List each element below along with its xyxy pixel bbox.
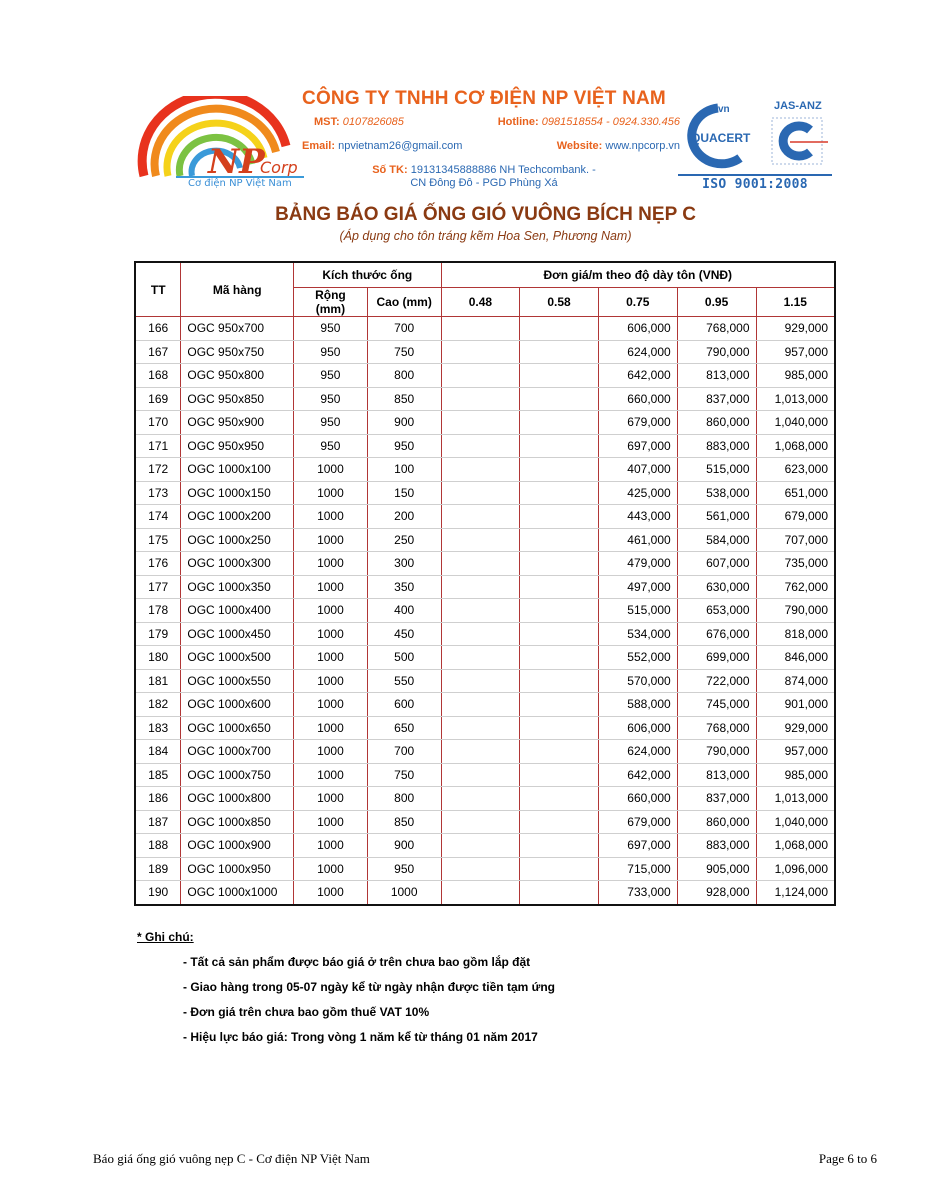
- cell-price-048: [441, 834, 520, 858]
- table-row: [135, 740, 835, 764]
- cell-price-048: [441, 387, 520, 411]
- note-item: - Hiệu lực báo giá: Trong vòng 1 năm kể từ tháng 01 năm 2017: [183, 1030, 538, 1044]
- cell-price-095: 837,000: [677, 787, 756, 811]
- cell-rong: 1000: [294, 740, 368, 764]
- price-table: [134, 261, 836, 906]
- cell-rong: 1000: [294, 481, 368, 505]
- cell-price-095: 768,000: [677, 716, 756, 740]
- cell-price-048: [441, 740, 520, 764]
- cell-price-075: 515,000: [598, 599, 677, 623]
- cell-price-075: 697,000: [598, 834, 677, 858]
- cell-price-075: 588,000: [598, 693, 677, 717]
- cell-rong: 1000: [294, 810, 368, 834]
- table-row: [135, 552, 835, 576]
- cell-tt: 179: [135, 622, 181, 646]
- col-header-don-gia: Đơn giá/m theo độ dày tôn (VNĐ): [441, 262, 835, 288]
- table-body: [135, 317, 835, 905]
- cell-ma-hang: OGC 1000x750: [181, 763, 294, 787]
- cell-price-115: 623,000: [756, 458, 835, 482]
- table-row: [135, 505, 835, 529]
- cell-price-115: 1,040,000: [756, 411, 835, 435]
- cell-price-048: [441, 622, 520, 646]
- cell-price-095: 722,000: [677, 669, 756, 693]
- document-title: BẢNG BÁO GIÁ ỐNG GIÓ VUÔNG BÍCH NẸP C: [275, 204, 696, 225]
- cell-price-115: 818,000: [756, 622, 835, 646]
- letterhead-banner: [134, 84, 834, 196]
- table-row: [135, 857, 835, 881]
- email: Email: npvietnam26@gmail.com: [302, 140, 463, 152]
- cell-price-115: 1,068,000: [756, 434, 835, 458]
- cell-price-115: 1,040,000: [756, 810, 835, 834]
- cell-price-058: [520, 716, 599, 740]
- cell-price-095: 653,000: [677, 599, 756, 623]
- cell-ma-hang: OGC 1000x450: [181, 622, 294, 646]
- cell-cao: 1000: [367, 881, 441, 905]
- cell-tt: 169: [135, 387, 181, 411]
- cell-price-058: [520, 458, 599, 482]
- cell-price-075: 715,000: [598, 857, 677, 881]
- cell-price-058: [520, 575, 599, 599]
- col-header-tt: TT: [135, 262, 181, 317]
- cell-price-115: 790,000: [756, 599, 835, 623]
- table-row: [135, 317, 835, 341]
- notes-title: * Ghi chú:: [137, 930, 194, 944]
- cell-price-058: [520, 364, 599, 388]
- cell-rong: 950: [294, 317, 368, 341]
- iso-label: ISO 9001:2008: [678, 174, 832, 192]
- cell-tt: 180: [135, 646, 181, 670]
- cell-tt: 176: [135, 552, 181, 576]
- cell-ma-hang: OGC 1000x300: [181, 552, 294, 576]
- cell-price-115: 929,000: [756, 317, 835, 341]
- cell-price-058: [520, 481, 599, 505]
- cell-rong: 950: [294, 387, 368, 411]
- cell-price-075: 606,000: [598, 317, 677, 341]
- cell-ma-hang: OGC 1000x600: [181, 693, 294, 717]
- cell-price-075: 570,000: [598, 669, 677, 693]
- cell-cao: 800: [367, 787, 441, 811]
- cell-rong: 1000: [294, 857, 368, 881]
- cell-tt: 190: [135, 881, 181, 905]
- cell-price-048: [441, 364, 520, 388]
- cell-cao: 900: [367, 834, 441, 858]
- cell-price-048: [441, 505, 520, 529]
- cell-price-115: 1,013,000: [756, 787, 835, 811]
- cell-price-058: [520, 387, 599, 411]
- cell-price-048: [441, 599, 520, 623]
- cell-price-115: 679,000: [756, 505, 835, 529]
- table-row: [135, 458, 835, 482]
- table-row: [135, 881, 835, 905]
- cell-price-095: 883,000: [677, 834, 756, 858]
- cell-rong: 1000: [294, 646, 368, 670]
- cell-cao: 950: [367, 857, 441, 881]
- logo-corp-text: Corp: [260, 158, 298, 177]
- cell-price-115: 985,000: [756, 364, 835, 388]
- document-subtitle: (Áp dụng cho tôn tráng kẽm Hoa Sen, Phương Nam): [339, 229, 632, 243]
- cell-ma-hang: OGC 1000x250: [181, 528, 294, 552]
- cell-price-095: 905,000: [677, 857, 756, 881]
- col-header-ma-hang: Mã hàng: [181, 262, 294, 317]
- cell-cao: 700: [367, 740, 441, 764]
- cell-price-095: 538,000: [677, 481, 756, 505]
- table-row: [135, 528, 835, 552]
- cell-tt: 173: [135, 481, 181, 505]
- cell-price-058: [520, 763, 599, 787]
- cell-price-048: [441, 693, 520, 717]
- cell-tt: 172: [135, 458, 181, 482]
- cell-price-075: 425,000: [598, 481, 677, 505]
- cell-price-075: 624,000: [598, 740, 677, 764]
- cell-cao: 750: [367, 340, 441, 364]
- cell-price-048: [441, 787, 520, 811]
- cell-price-058: [520, 857, 599, 881]
- cell-rong: 1000: [294, 763, 368, 787]
- cell-price-095: 607,000: [677, 552, 756, 576]
- cell-price-095: 745,000: [677, 693, 756, 717]
- col-header-rong: Rộng (mm): [294, 288, 368, 317]
- cell-rong: 1000: [294, 787, 368, 811]
- cell-price-075: 606,000: [598, 716, 677, 740]
- cell-ma-hang: OGC 950x800: [181, 364, 294, 388]
- cell-cao: 850: [367, 810, 441, 834]
- table-row: [135, 340, 835, 364]
- cell-price-058: [520, 787, 599, 811]
- cell-tt: 170: [135, 411, 181, 435]
- col-header-kich-thuoc: Kích thước ống: [294, 262, 442, 288]
- cell-ma-hang: OGC 1000x200: [181, 505, 294, 529]
- cell-rong: 1000: [294, 552, 368, 576]
- cell-price-095: 813,000: [677, 364, 756, 388]
- mst-hotline-line: [284, 116, 684, 128]
- cell-ma-hang: OGC 1000x150: [181, 481, 294, 505]
- cell-ma-hang: OGC 950x850: [181, 387, 294, 411]
- cell-price-048: [441, 317, 520, 341]
- cell-ma-hang: OGC 950x900: [181, 411, 294, 435]
- cell-price-115: 874,000: [756, 669, 835, 693]
- cell-price-048: [441, 810, 520, 834]
- cell-cao: 800: [367, 364, 441, 388]
- cell-tt: 182: [135, 693, 181, 717]
- notes-list: [137, 955, 555, 1044]
- jas-anz-label: JAS-ANZ: [774, 100, 822, 112]
- cell-ma-hang: OGC 1000x900: [181, 834, 294, 858]
- cell-rong: 1000: [294, 622, 368, 646]
- col-header-thickness: 0.58: [520, 288, 599, 317]
- table-row: [135, 599, 835, 623]
- cell-price-075: 679,000: [598, 810, 677, 834]
- col-header-thickness: 0.48: [441, 288, 520, 317]
- cell-tt: 177: [135, 575, 181, 599]
- cell-rong: 1000: [294, 505, 368, 529]
- cell-price-095: 584,000: [677, 528, 756, 552]
- table-header: [135, 262, 835, 317]
- cell-price-095: 860,000: [677, 411, 756, 435]
- cell-tt: 184: [135, 740, 181, 764]
- table-row: [135, 411, 835, 435]
- table-row: [135, 810, 835, 834]
- cell-price-075: 497,000: [598, 575, 677, 599]
- note-item: - Giao hàng trong 05-07 ngày kể từ ngày nhận được tiền tạm ứng: [183, 980, 555, 994]
- cell-ma-hang: OGC 950x750: [181, 340, 294, 364]
- table-row: [135, 622, 835, 646]
- certification-logos: [678, 100, 832, 192]
- cell-price-058: [520, 834, 599, 858]
- cell-rong: 1000: [294, 716, 368, 740]
- cell-price-075: 552,000: [598, 646, 677, 670]
- col-header-thickness: 1.15: [756, 288, 835, 317]
- cell-price-075: 697,000: [598, 434, 677, 458]
- note-item: - Tất cả sản phẩm được báo giá ở trên chưa bao gồm lắp đặt: [183, 955, 531, 969]
- cell-cao: 200: [367, 505, 441, 529]
- cell-price-048: [441, 763, 520, 787]
- cell-ma-hang: OGC 1000x800: [181, 787, 294, 811]
- cell-cao: 250: [367, 528, 441, 552]
- cell-cao: 850: [367, 387, 441, 411]
- cell-price-095: 928,000: [677, 881, 756, 905]
- footer-page-number: Page 6 to 6: [818, 1151, 877, 1166]
- cell-ma-hang: OGC 1000x950: [181, 857, 294, 881]
- cell-price-115: 1,124,000: [756, 881, 835, 905]
- cell-rong: 950: [294, 411, 368, 435]
- cell-tt: 171: [135, 434, 181, 458]
- cell-price-095: 860,000: [677, 810, 756, 834]
- table-row: [135, 364, 835, 388]
- note-item: - Đơn giá trên chưa bao gồm thuế VAT 10%: [183, 1005, 430, 1019]
- cell-price-075: 733,000: [598, 881, 677, 905]
- cell-price-075: 642,000: [598, 763, 677, 787]
- cell-price-075: 660,000: [598, 387, 677, 411]
- cell-rong: 1000: [294, 834, 368, 858]
- cell-price-048: [441, 528, 520, 552]
- cell-tt: 188: [135, 834, 181, 858]
- cell-cao: 300: [367, 552, 441, 576]
- cell-price-095: 699,000: [677, 646, 756, 670]
- cell-price-115: 1,096,000: [756, 857, 835, 881]
- cell-price-048: [441, 646, 520, 670]
- table-row: [135, 834, 835, 858]
- cell-tt: 186: [135, 787, 181, 811]
- cell-price-058: [520, 810, 599, 834]
- cell-price-075: 624,000: [598, 340, 677, 364]
- cell-price-095: 561,000: [677, 505, 756, 529]
- cell-cao: 100: [367, 458, 441, 482]
- cell-cao: 750: [367, 763, 441, 787]
- cell-ma-hang: OGC 1000x100: [181, 458, 294, 482]
- cell-price-095: 515,000: [677, 458, 756, 482]
- cell-tt: 189: [135, 857, 181, 881]
- svg-text:vn: vn: [718, 104, 730, 115]
- cell-tt: 174: [135, 505, 181, 529]
- cell-price-048: [441, 881, 520, 905]
- cell-tt: 181: [135, 669, 181, 693]
- cell-cao: 900: [367, 411, 441, 435]
- email-website-line: [284, 140, 684, 152]
- cell-price-048: [441, 716, 520, 740]
- table-row: [135, 763, 835, 787]
- table-row: [135, 693, 835, 717]
- cell-tt: 175: [135, 528, 181, 552]
- cell-ma-hang: OGC 1000x700: [181, 740, 294, 764]
- cell-price-058: [520, 552, 599, 576]
- cell-cao: 350: [367, 575, 441, 599]
- cell-price-048: [441, 481, 520, 505]
- cell-price-058: [520, 740, 599, 764]
- cell-ma-hang: OGC 1000x1000: [181, 881, 294, 905]
- cell-rong: 1000: [294, 575, 368, 599]
- cell-price-048: [441, 552, 520, 576]
- cell-price-095: 768,000: [677, 317, 756, 341]
- cell-cao: 700: [367, 317, 441, 341]
- cell-tt: 166: [135, 317, 181, 341]
- cell-price-115: 651,000: [756, 481, 835, 505]
- col-header-thickness: 0.95: [677, 288, 756, 317]
- mst: MST: 0107826085: [314, 116, 404, 128]
- website: Website: www.npcorp.vn: [556, 140, 680, 152]
- bank-account: Số TK: 19131345888886 NH Techcombank. - CN Đông Đô - PGD Phùng Xá: [372, 164, 596, 189]
- notes-section: [137, 930, 555, 1044]
- logo-tagline: Cơ điện NP Việt Nam: [188, 178, 292, 189]
- hotline: Hotline: 0981518554 - 0924.330.456: [497, 116, 680, 128]
- cell-ma-hang: OGC 950x700: [181, 317, 294, 341]
- cell-rong: 1000: [294, 458, 368, 482]
- table-row: [135, 669, 835, 693]
- cell-price-095: 837,000: [677, 387, 756, 411]
- cell-tt: 187: [135, 810, 181, 834]
- cell-rong: 950: [294, 434, 368, 458]
- cell-ma-hang: OGC 950x950: [181, 434, 294, 458]
- cell-price-058: [520, 505, 599, 529]
- cell-rong: 1000: [294, 528, 368, 552]
- table-row: [135, 646, 835, 670]
- cell-ma-hang: OGC 1000x500: [181, 646, 294, 670]
- cell-rong: 1000: [294, 693, 368, 717]
- cell-price-115: 957,000: [756, 340, 835, 364]
- cell-price-075: 660,000: [598, 787, 677, 811]
- cell-rong: 1000: [294, 599, 368, 623]
- table-row: [135, 434, 835, 458]
- col-header-thickness: 0.75: [598, 288, 677, 317]
- cell-price-115: 846,000: [756, 646, 835, 670]
- cell-tt: 167: [135, 340, 181, 364]
- cell-price-095: 630,000: [677, 575, 756, 599]
- cell-price-058: [520, 669, 599, 693]
- cell-cao: 650: [367, 716, 441, 740]
- cell-tt: 168: [135, 364, 181, 388]
- cell-price-058: [520, 528, 599, 552]
- cell-price-058: [520, 340, 599, 364]
- cell-cao: 150: [367, 481, 441, 505]
- cell-rong: 950: [294, 364, 368, 388]
- cell-price-095: 813,000: [677, 763, 756, 787]
- cell-ma-hang: OGC 1000x850: [181, 810, 294, 834]
- cell-price-115: 901,000: [756, 693, 835, 717]
- table-row: [135, 387, 835, 411]
- cell-price-075: 534,000: [598, 622, 677, 646]
- company-name: CÔNG TY TNHH CƠ ĐIỆN NP VIỆT NAM: [302, 88, 666, 109]
- cell-price-115: 985,000: [756, 763, 835, 787]
- cell-price-115: 735,000: [756, 552, 835, 576]
- cell-price-058: [520, 622, 599, 646]
- cell-price-048: [441, 575, 520, 599]
- cell-price-115: 762,000: [756, 575, 835, 599]
- cell-cao: 500: [367, 646, 441, 670]
- table-row: [135, 575, 835, 599]
- cell-ma-hang: OGC 1000x350: [181, 575, 294, 599]
- cell-price-115: 957,000: [756, 740, 835, 764]
- table-row: [135, 787, 835, 811]
- table-row: [135, 481, 835, 505]
- cell-tt: 183: [135, 716, 181, 740]
- cell-price-095: 790,000: [677, 340, 756, 364]
- cell-price-075: 461,000: [598, 528, 677, 552]
- logo-np-text: NP: [208, 142, 265, 182]
- cell-price-095: 790,000: [677, 740, 756, 764]
- cell-cao: 600: [367, 693, 441, 717]
- cell-ma-hang: OGC 1000x400: [181, 599, 294, 623]
- cell-ma-hang: OGC 1000x650: [181, 716, 294, 740]
- footer-document-name: Báo giá ống gió vuông nẹp C - Cơ điện NP Việt Nam: [93, 1151, 370, 1166]
- cell-price-058: [520, 411, 599, 435]
- cell-price-115: 929,000: [756, 716, 835, 740]
- cell-price-048: [441, 458, 520, 482]
- cell-price-115: 1,068,000: [756, 834, 835, 858]
- cell-price-048: [441, 857, 520, 881]
- col-header-cao: Cao (mm): [367, 288, 441, 317]
- cell-price-095: 883,000: [677, 434, 756, 458]
- cell-rong: 1000: [294, 669, 368, 693]
- cell-price-058: [520, 646, 599, 670]
- cell-price-058: [520, 693, 599, 717]
- cell-ma-hang: OGC 1000x550: [181, 669, 294, 693]
- cell-rong: 950: [294, 340, 368, 364]
- cell-cao: 550: [367, 669, 441, 693]
- cell-price-058: [520, 881, 599, 905]
- cell-rong: 1000: [294, 881, 368, 905]
- company-info: [284, 88, 684, 198]
- cell-price-095: 676,000: [677, 622, 756, 646]
- cell-cao: 400: [367, 599, 441, 623]
- cell-price-075: 642,000: [598, 364, 677, 388]
- cell-price-058: [520, 434, 599, 458]
- cell-price-048: [441, 411, 520, 435]
- npcorp-logo: [136, 96, 298, 192]
- cell-cao: 450: [367, 622, 441, 646]
- cell-price-048: [441, 434, 520, 458]
- cell-price-075: 407,000: [598, 458, 677, 482]
- cell-cao: 950: [367, 434, 441, 458]
- cell-price-058: [520, 599, 599, 623]
- cell-price-048: [441, 669, 520, 693]
- cell-price-115: 1,013,000: [756, 387, 835, 411]
- cell-price-058: [520, 317, 599, 341]
- cell-tt: 185: [135, 763, 181, 787]
- cell-price-115: 707,000: [756, 528, 835, 552]
- quacert-text: QUACERT: [691, 131, 751, 145]
- cell-price-048: [441, 340, 520, 364]
- table-row: [135, 716, 835, 740]
- cell-price-075: 679,000: [598, 411, 677, 435]
- cell-tt: 178: [135, 599, 181, 623]
- cell-price-075: 479,000: [598, 552, 677, 576]
- cell-price-075: 443,000: [598, 505, 677, 529]
